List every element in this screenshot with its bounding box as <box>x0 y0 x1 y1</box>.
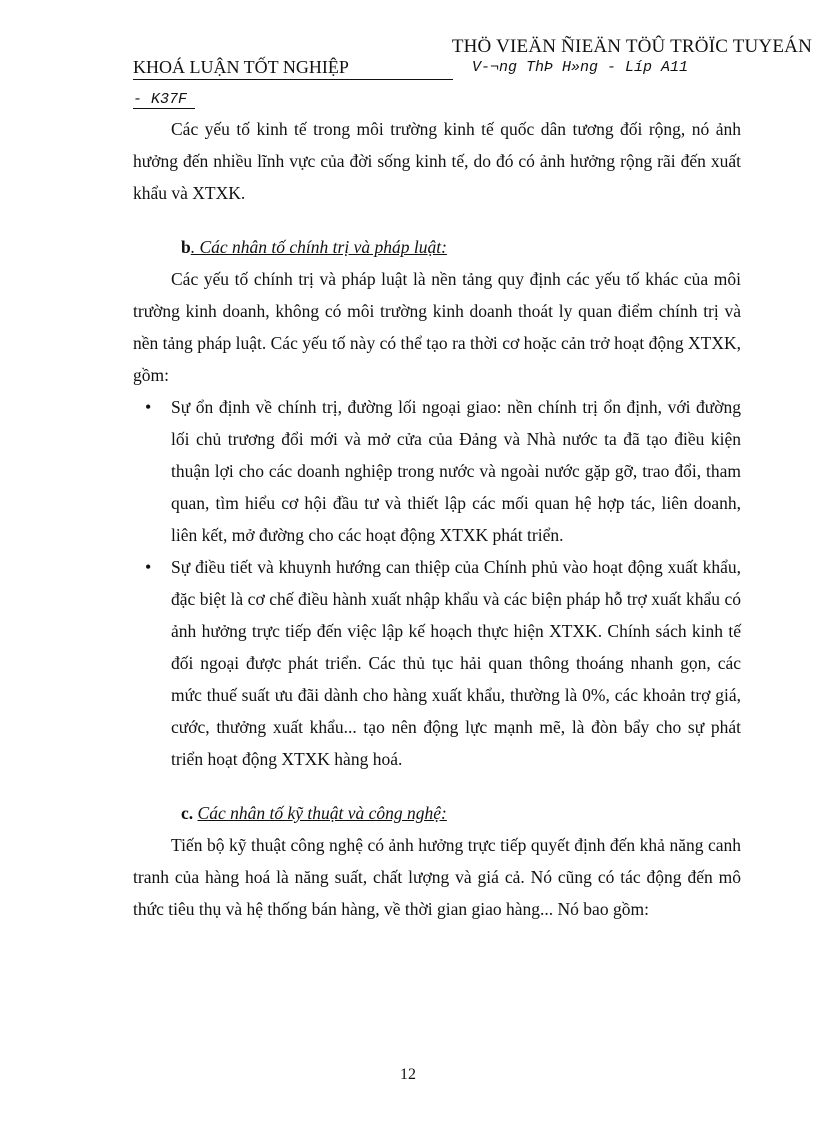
header-underline <box>133 79 453 80</box>
section-b-heading <box>133 231 741 263</box>
section-c-heading <box>133 797 741 829</box>
section-b-letter: b <box>181 237 191 257</box>
section-b-bullet-list <box>133 391 741 775</box>
section-b-title: . Các nhân tố chính trị và pháp luật: <box>190 237 447 257</box>
page-number: 12 <box>400 1066 416 1083</box>
library-watermark: THÖ VIEÄN ÑIEÄN TÖÛ TRÖÏC TUYEÁN <box>451 36 812 57</box>
intro-paragraph: Các yếu tố kinh tế trong môi trường kinh tế quốc dân tương đối rộng, nó ảnh hưởng đến nhiều lĩnh vực của đời sống kinh tế, do đó có ảnh hưởng rộng rãi đến xuất khẩu và XTXK. <box>133 119 741 203</box>
section-b-paragraph: Các yếu tố chính trị và pháp luật là nền tảng quy định các yếu tố khác của môi trường kinh doanh, không có môi trường kinh doanh thoát ly quan điểm chính trị và nền tảng pháp luật. Các yếu tố này có thể tạo ra thời cơ hoặc cản trở hoạt động XTXK, gồm: <box>133 269 741 385</box>
header-author-class: V-¬ng ThÞ H»ng - Líp A11 <box>472 59 689 76</box>
header-thesis-title: KHOÁ LUẬN TỐT NGHIỆP <box>133 57 349 77</box>
section-c-letter: c. <box>181 803 194 823</box>
section-c-title: Các nhân tố kỹ thuật và công nghệ: <box>197 803 447 823</box>
bullet-item-government-regulation: • Sự điều tiết và khuynh hướng can thiệp của Chính phủ vào hoạt động xuất khẩu, đặc biệt là cơ chế điều hành xuất nhập khẩu và các biện pháp hỗ trợ xuất khẩu có ảnh hưởng trực tiếp đến việc lập kế hoạch thực hiện XTXK. Chính sách kinh tế đối ngoại được phát triển. Các thủ tục hải quan thông thoáng nhanh gọn, các mức thuế suất ưu đãi dành cho hàng xuất khẩu, thường là 0%, các khoản trợ giá, cước, thưởng xuất khẩu... tạo nên động lực mạnh mẽ, là đòn bẩy cho sự phát triển hoạt động XTXK hàng hoá. <box>133 551 741 775</box>
header-continuation-underline <box>133 108 195 109</box>
section-c-paragraph: Tiến bộ kỹ thuật công nghệ có ảnh hưởng trực tiếp quyết định đến khả năng canh tranh của hàng hoá là năng suất, chất lượng và giá cả. Nó cũng có tác động đến mô thức tiêu thụ và hệ thống bán hàng, về thời gian giao hàng... Nó bao gồm: <box>133 835 741 919</box>
header-author-class-continuation: - K37F <box>133 91 188 108</box>
document-body <box>133 113 741 925</box>
bullet-item-political-stability: • Sự ổn định về chính trị, đường lối ngoại giao: nền chính trị ổn định, với đường lối chủ trương đổi mới và mở cửa của Đảng và Nhà nước ta đã tạo điều kiện thuận lợi cho các doanh nghiệp trong nước và ngoài nước gặp gỡ, trao đổi, tham quan, tìm hiểu cơ hội đầu tư và thiết lập các mối quan hệ hợp tác, liên doanh, liên kết, mở đường cho các hoạt động XTXK phát triển. <box>133 391 741 551</box>
